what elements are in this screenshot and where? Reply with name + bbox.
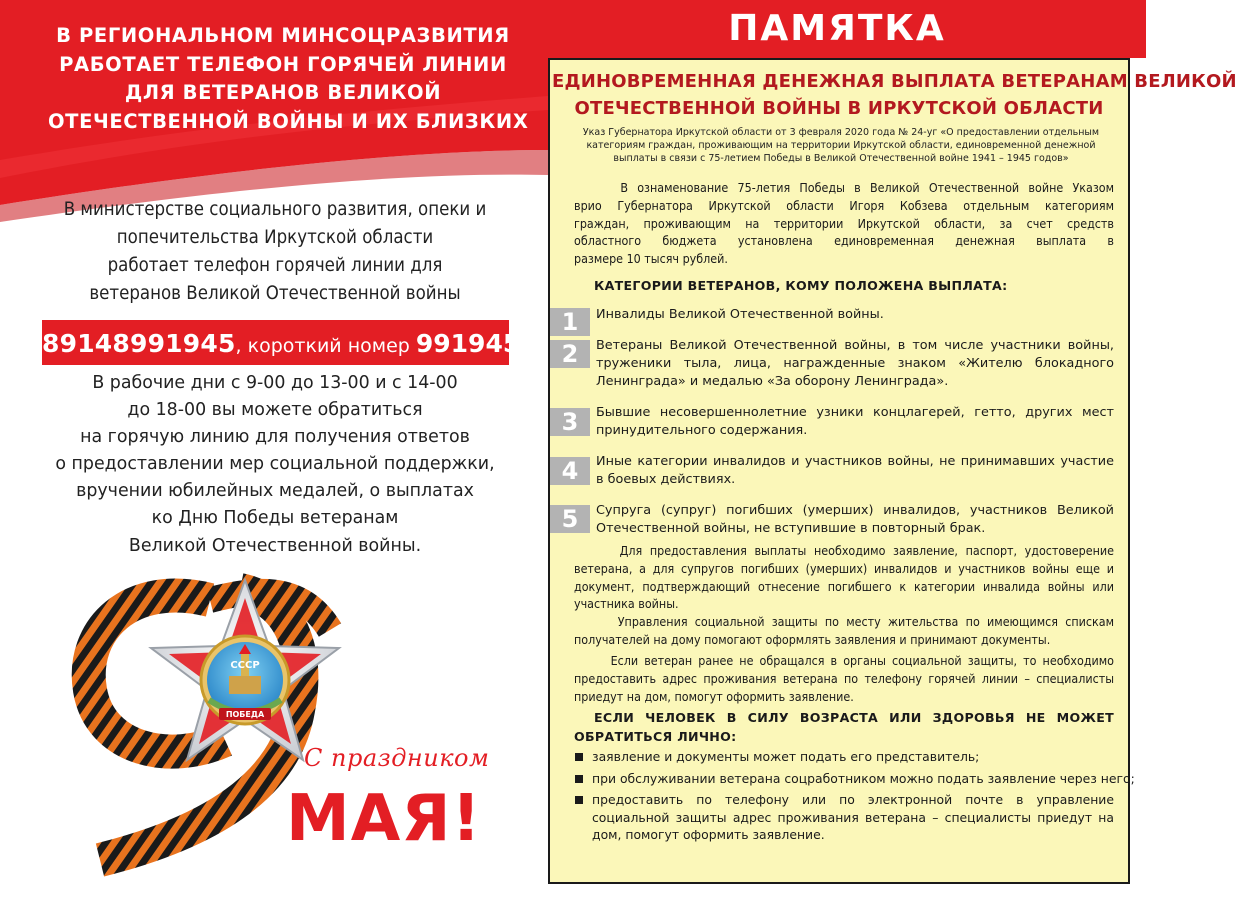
social-protection-paragraph: [574, 613, 1114, 649]
paragraph-line: ветерана, а для супругов погибших (умерших) инвалидов и участников войны еще и: [574, 560, 1114, 576]
hotline-phone-number[interactable]: 89148991945: [42, 329, 236, 358]
category-line: Бывшие несовершеннолетние узники концлагерей, гетто, других мест: [596, 405, 1114, 420]
category-number: 2: [550, 340, 590, 368]
list-item: [574, 770, 1135, 788]
bullet-square-icon: [575, 775, 583, 783]
decree-line: выплаты в связи с 75-летием Победы в Великой Отечественной войне 1941 – 1945 годов»: [613, 153, 1069, 164]
paragraph-line: участника войны.: [574, 596, 679, 612]
bullet-list: [574, 748, 1135, 848]
bullet-line: заявление и документы может подать его представитель;: [592, 749, 980, 764]
hours-line: вручении юбилейных медалей, о выплатах: [76, 481, 474, 502]
hours-line: ко Дню Победы ветеранам: [151, 508, 399, 529]
hotline-heading-line: РАБОТАЕТ ТЕЛЕФОН ГОРЯЧЕЙ ЛИНИИ: [59, 52, 507, 76]
category-line: принудительного содержания.: [596, 423, 808, 438]
paragraph-line: Для предоставления выплаты необходимо заявление, паспорт, удостоверение: [574, 543, 1114, 558]
decree-line: Указ Губернатора Иркутской области от 3 февраля 2020 года № 24-уг «О предоставлении отдельным: [582, 127, 1100, 138]
memo-title: [552, 68, 1237, 122]
memo-header-title: ПАМЯТКА: [728, 8, 946, 49]
paragraph-line: областного бюджета установлена единовременная денежная выплата в: [574, 233, 1114, 249]
heading-line: ЕСЛИ ЧЕЛОВЕК В СИЛУ ВОЗРАСТА ИЛИ ЗДОРОВЬЯ НЕ МОЖЕТ: [594, 710, 1114, 725]
may-title: МАЯ!: [286, 782, 482, 856]
decree-line: категориям граждан, проживающим на территории Иркутской области, единовременной денежной: [586, 140, 1096, 151]
category-line: Иные категории инвалидов и участников войны, не принимавших участие: [596, 454, 1114, 469]
hotline-paragraph: [574, 652, 1114, 705]
paragraph-line: предоставить адрес проживания ветерана по телефону горячей линии – специалисты: [574, 670, 1114, 686]
category-text: [596, 306, 1114, 324]
categories-heading: КАТЕГОРИИ ВЕТЕРАНОВ, КОМУ ПОЛОЖЕНА ВЫПЛАТА:: [594, 278, 1008, 293]
paragraph-line: приедут на дом, помогут оформить заявление.: [574, 688, 854, 704]
memo-title-line: ЕДИНОВРЕМЕННАЯ ДЕНЕЖНАЯ ВЫПЛАТА ВЕТЕРАНАМ ВЕЛИКОЙ: [552, 71, 1237, 92]
hotline-heading-line: ДЛЯ ВЕТЕРАНОВ ВЕЛИКОЙ: [124, 81, 442, 104]
bullet-line: предоставить по телефону или по электронной почте в управление: [592, 792, 1114, 807]
bullet-line: при обслуживании ветерана соцработником можно подать заявление через него;: [592, 770, 1135, 786]
intro-paragraph: [574, 179, 1114, 268]
holiday-greeting: С праздником: [304, 744, 490, 772]
documents-paragraph: [574, 542, 1114, 613]
decree-reference: [572, 126, 1110, 165]
paragraph-line: документ, подтверждающий отнесение погибшего к категории инвалида войны или: [574, 578, 1114, 594]
category-line: Ленинграда» и медалью «За оборону Ленинграда».: [596, 374, 949, 389]
personal-appeal-heading: [574, 708, 1114, 746]
intro-line: попечительства Иркутской области: [116, 227, 434, 248]
short-number-label: , короткий номер: [235, 335, 416, 357]
hours-line: на горячую линию для получения ответов: [80, 427, 470, 448]
hours-line: о предоставлении мер социальной поддержки,: [55, 454, 495, 475]
bullet-square-icon: [575, 796, 583, 804]
short-phone-number[interactable]: 991945: [415, 329, 521, 358]
bullet-line: социальной защиты адрес проживания ветерана – специалисты приедут на: [592, 809, 1114, 825]
category-line: Отечественной войны, не вступившие в повторный брак.: [596, 521, 986, 536]
badge-bottom-text: ПОБЕДА: [225, 710, 265, 719]
paragraph-line: Если ветеран ранее не обращался в органы социальной защиты, то необходимо: [574, 653, 1114, 668]
category-line: Инвалиды Великой Отечественной войны.: [596, 307, 884, 322]
paragraph-line: Управления социальной защиты по месту жительства по имеющимся спискам: [574, 614, 1114, 629]
bullet-square-icon: [575, 753, 583, 761]
paragraph-line: врио Губернатора Иркутской области Игоря Кобзева отдельным категориям: [574, 197, 1114, 213]
list-item: [574, 748, 1114, 766]
hours-line: Великой Отечественной войны.: [128, 535, 422, 556]
category-number: 1: [550, 308, 590, 336]
category-line: Ветераны Великой Отечественной войны, в том числе участники войны,: [596, 338, 1114, 353]
heading-line: ОБРАТИТЬСЯ ЛИЧНО:: [574, 729, 737, 744]
hotline-heading: [48, 22, 529, 136]
ministry-intro: [30, 196, 520, 308]
category-text: [596, 337, 1114, 391]
list-item: [574, 791, 1114, 844]
paragraph-line: граждан, проживающим на территории Иркутской области, за счет средств: [574, 215, 1114, 231]
paragraph-line: размере 10 тысяч рублей.: [574, 251, 728, 267]
category-text: [596, 404, 1114, 440]
category-number: 3: [550, 408, 590, 436]
intro-line: ветеранов Великой Отечественной войны: [89, 283, 461, 304]
intro-line: работает телефон горячей линии для: [107, 255, 443, 276]
category-number: 4: [550, 457, 590, 485]
hours-line: В рабочие дни с 9-00 до 13-00 и с 14-00: [92, 373, 458, 393]
category-text: [596, 502, 1114, 538]
category-number: 5: [550, 505, 590, 533]
hotline-heading-line: В РЕГИОНАЛЬНОМ МИНСОЦРАЗВИТИЯ: [56, 24, 510, 47]
category-line: труженики тыла, лица, награжденные знаком «Жителю блокадного: [596, 356, 1114, 371]
phone-number-bar: [42, 320, 521, 365]
paragraph-line: получателей на дому помогают оформлять заявления и принимают документы.: [574, 631, 1051, 647]
paragraph-line: В ознаменование 75-летия Победы в Великой Отечественной войне Указом: [574, 180, 1114, 195]
working-hours-text: [30, 370, 520, 560]
category-text: [596, 453, 1114, 489]
category-line: Супруга (супруг) погибших (умерших) инвалидов, участников Великой: [596, 503, 1114, 518]
category-line: в боевых действиях.: [596, 472, 736, 487]
memo-title-line: ОТЕЧЕСТВЕННОЙ ВОЙНЫ В ИРКУТСКОЙ ОБЛАСТИ: [574, 98, 1104, 119]
hotline-heading-line: ОТЕЧЕСТВЕННОЙ ВОЙНЫ И ИХ БЛИЗКИХ: [48, 109, 529, 133]
badge-top-text: СССР: [230, 660, 260, 671]
hours-line: до 18-00 вы можете обратиться: [127, 400, 423, 421]
bullet-line: дом, помогут оформить заявление.: [592, 827, 825, 842]
intro-line: В министерстве социального развития, опеки и: [63, 199, 487, 220]
